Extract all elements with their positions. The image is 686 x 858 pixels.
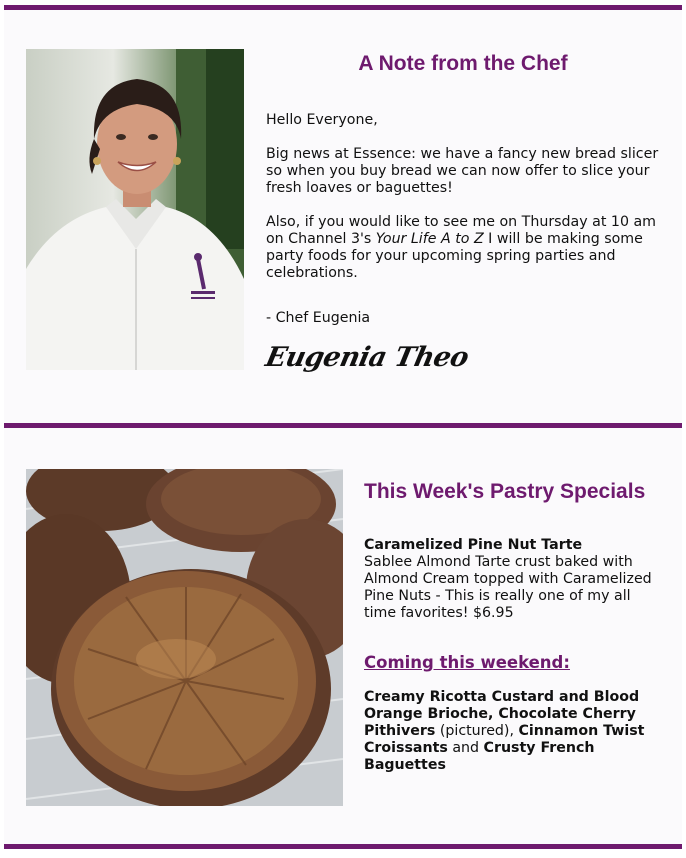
special-item-description: Sablee Almond Tarte crust baked with Almond Cream topped with Caramelized Pine Nuts - This is really one of my all time favorites! $6.95 <box>364 554 652 621</box>
pastry-photo <box>26 469 343 806</box>
chef-signature: Eugenia Theo <box>262 342 472 373</box>
special-item <box>364 537 664 622</box>
note-paragraph-2: Also, if you would like to see me on Thursday at 10 am on Channel 3's Your Life A to Z I will be making some party foods for your upcoming spring parties and celebrations. <box>266 214 657 281</box>
coming-item-3: Crusty French Baguettes <box>364 740 595 773</box>
greeting: Hello Everyone, <box>266 112 378 128</box>
coming-weekend-list: Creamy Ricotta Custard and Blood Orange Brioche, Chocolate Cherry Pithivers (pictured), Cinnamon Twist Croissants and Crusty French Baguettes <box>364 689 645 773</box>
show-name: Your Life A to Z <box>375 231 484 247</box>
coming-weekend-heading: Coming this weekend: <box>364 653 570 672</box>
coming-item-2: Cinnamon Twist Croissants <box>364 723 645 756</box>
note-body <box>266 112 666 344</box>
note-paragraph-1: Big news at Essence: we have a fancy new bread slicer so when you buy bread we can now offer to slice your fresh loaves or baguettes! <box>266 146 659 196</box>
coming-item-1: Creamy Ricotta Custard and Blood Orange Brioche, Chocolate Cherry Pithivers <box>364 689 640 739</box>
note-title: A Note from the Chef <box>358 52 568 75</box>
specials-title: This Week's Pastry Specials <box>364 480 646 503</box>
signoff: - Chef Eugenia <box>266 310 371 326</box>
chef-photo <box>26 49 244 370</box>
bottom-divider <box>4 844 682 849</box>
special-item-name: Caramelized Pine Nut Tarte <box>364 537 583 553</box>
